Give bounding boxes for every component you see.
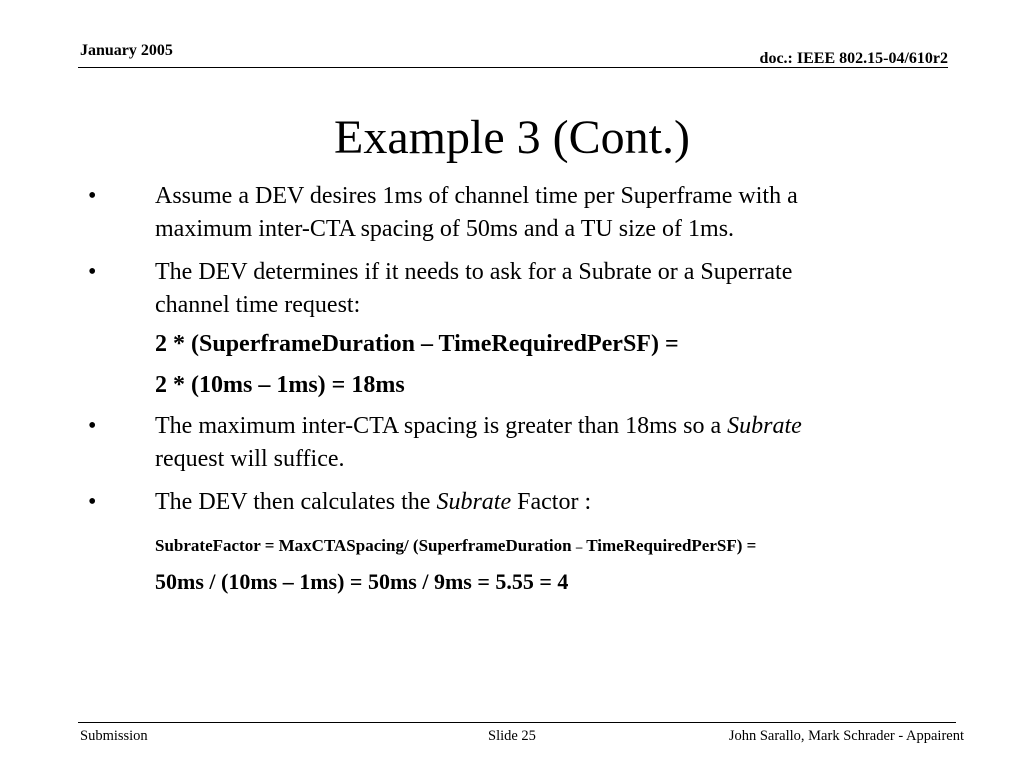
header-date: January 2005 [80, 42, 173, 59]
bullet-marker: • [88, 413, 97, 439]
formula-general: 2 * (SuperframeDuration – TimeRequiredPerSF) = [155, 331, 679, 357]
footer-submission: Submission [80, 728, 148, 744]
bullet3-italic-term: Subrate [727, 413, 802, 439]
formula3-part2: TimeRequiredPerSF) = [582, 536, 757, 555]
bullet1-line1: Assume a DEV desires 1ms of channel time per Superframe with a [155, 183, 798, 209]
formula-evaluated: 2 * (10ms – 1ms) = 18ms [155, 372, 405, 398]
footer-authors: John Sarallo, Mark Schrader - Appairent [728, 728, 964, 744]
bullet-marker: • [88, 489, 97, 515]
bullet3-line1 [155, 410, 802, 443]
subrate-factor-result: 50ms / (10ms – 1ms) = 50ms / 9ms = 5.55 = 4 [155, 569, 569, 594]
formula3-part1: SubrateFactor = MaxCTASpacing/ (SuperframeDuration [155, 536, 576, 555]
slide-title: Example 3 (Cont.) [334, 111, 690, 164]
header-doc-id: doc.: IEEE 802.15-04/610r2 [759, 50, 948, 67]
formula3-dash: – [575, 539, 583, 554]
footer-divider [78, 722, 956, 723]
bullet2-line1: The DEV determines if it needs to ask for a Subrate or a Superrate [155, 259, 793, 285]
bullet4-line [155, 486, 591, 519]
bullet-marker: • [88, 183, 97, 209]
bullet3-text: The maximum inter-CTA spacing is greater than 18ms so a [155, 413, 728, 439]
subrate-factor-formula [155, 534, 756, 559]
bullet2-line2: channel time request: [155, 292, 361, 318]
bullet1-line2: maximum inter-CTA spacing of 50ms and a TU size of 1ms. [155, 216, 735, 242]
bullet4-suffix: Factor : [511, 489, 592, 515]
bullet4-prefix: The DEV then calculates the [155, 489, 437, 515]
bullet3-line2: request will suffice. [155, 446, 345, 472]
bullet4-italic-term: Subrate [436, 489, 512, 515]
bullet-marker: • [88, 259, 97, 285]
header-divider [78, 67, 948, 68]
footer-slide-number: Slide 25 [488, 728, 536, 744]
